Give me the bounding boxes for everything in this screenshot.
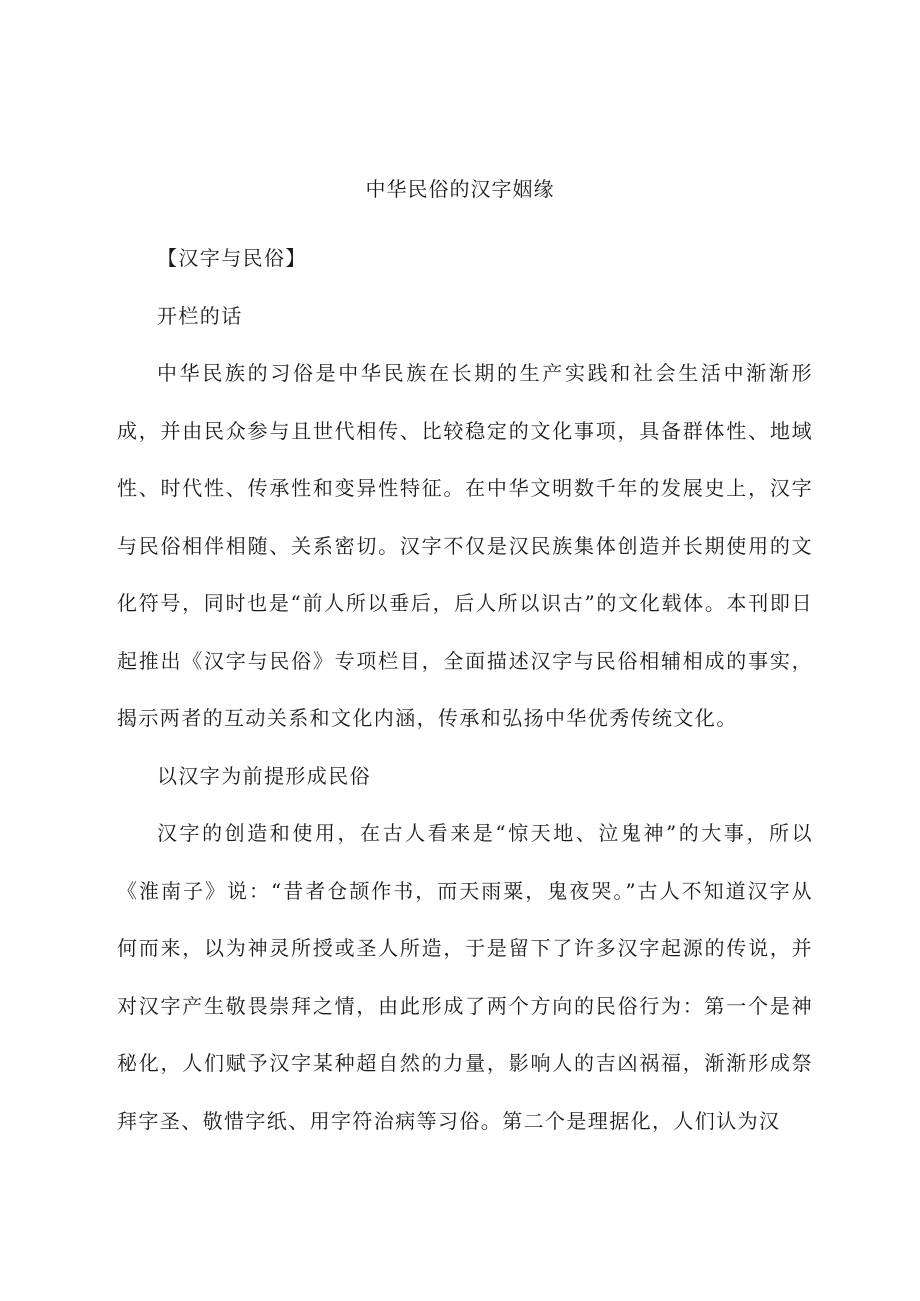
body-paragraph: 汉字的创造和使用，在古人看来是“惊天地、泣鬼神”的大事，所以《淮南子》说：“昔者仓颉作书，而天雨粟，鬼夜哭。”古人不知道汉字从何而来，以为神灵所授或圣人所造，于是留下了许多汉字起源的传说，并对汉字产生敬畏崇拜之情，由此形成了两个方向的民俗行为：第一个是神秘化，人们赋予汉字某种超自然的力量，影响人的吉凶祸福，渐渐形成祭拜字圣、敬惜字纸、用字符治病等习俗。第二个是理据化，人们认为汉 [117, 821, 813, 1133]
intro-paragraph: 中华民族的习俗是中华民族在长期的生产实践和社会生活中渐渐形成，并由民众参与且世代相传、比较稳定的文化事项，具备群体性、地域性、时代性、传承性和变异性特征。在中华文明数千年的发展史上，汉字与民俗相伴相随、关系密切。汉字不仅是汉民族集体创造并长期使用的文化符号，同时也是“前人所以垂后，后人所以识古”的文化载体。本刊即日起推出《汉字与民俗》专项栏目，全面描述汉字与民俗相辅相成的事实，揭示两者的互动关系和文化内涵，传承和弘扬中华优秀传统文化。 [117, 361, 813, 730]
section-label: 【汉字与民俗】 [157, 246, 307, 270]
document-body [117, 230, 813, 1150]
subheading: 以汉字为前提形成民俗 [157, 763, 371, 788]
document-title: 中华民俗的汉字姻缘 [365, 177, 555, 201]
column-intro-heading: 开栏的话 [157, 303, 243, 328]
